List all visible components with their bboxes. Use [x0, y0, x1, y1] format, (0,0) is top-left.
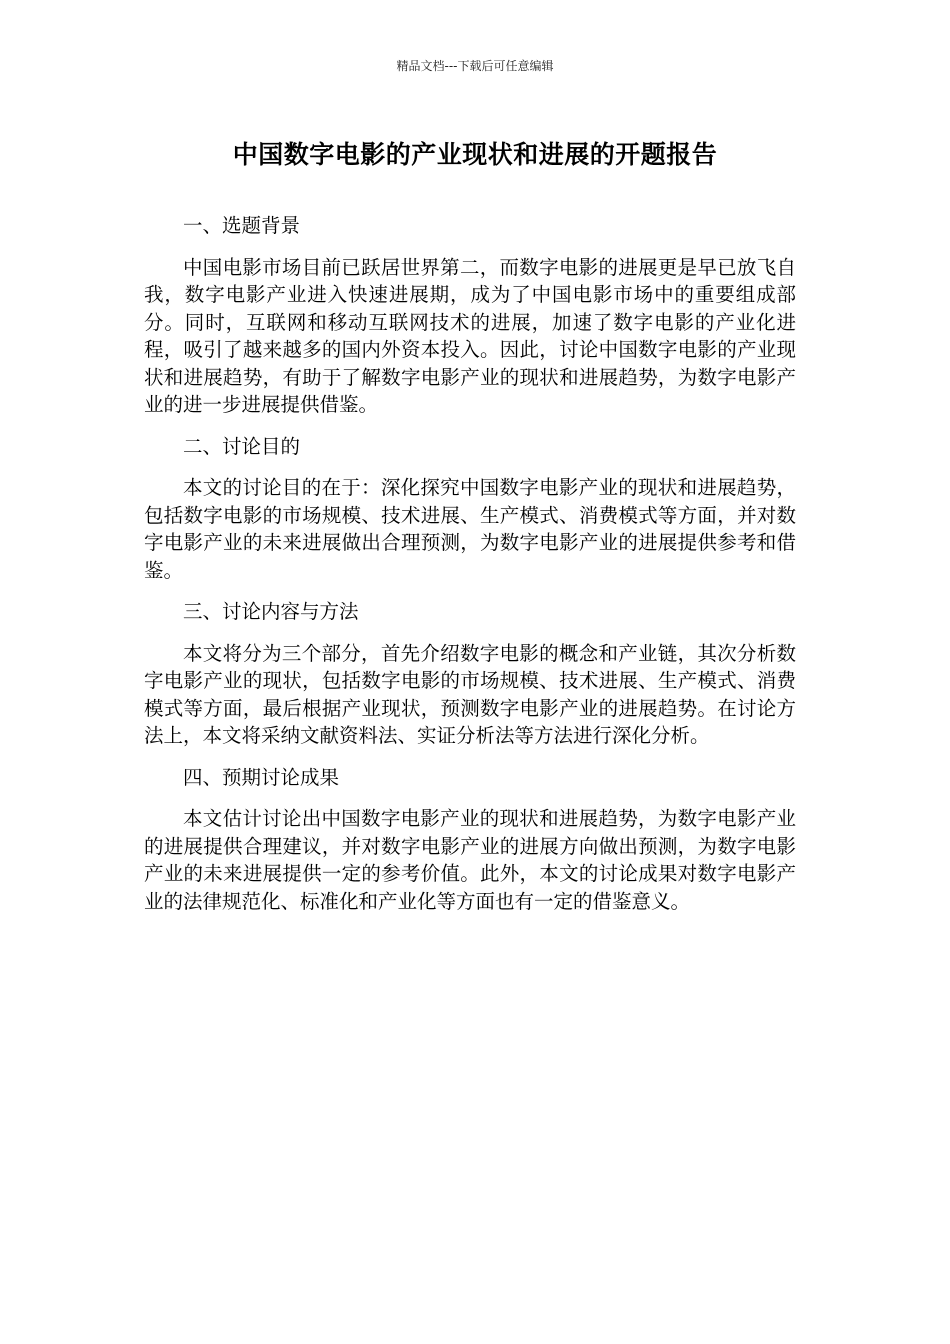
section-heading-background: 一、选题背景 [183, 214, 301, 237]
document-title: 中国数字电影的产业现状和进展的开题报告 [232, 140, 718, 169]
section-paragraph-content-method: 本文将分为三个部分，首先介绍数字电影的概念和产业链，其次分析数字电影产业的现状，包括数字电影的市场规模、技术进展、生产模式、消费模式等方面，最后根据产业现状，预测数字电影产业的进展趋势。在讨论方法上，本文将采纳文献资料法、实证分析法等方法进行深化分析。 [144, 641, 796, 747]
page-header: 精品文档---下载后可任意编辑 [396, 59, 554, 73]
document-body [144, 212, 796, 929]
section-heading-expected-results: 四、预期讨论成果 [183, 765, 340, 789]
section-paragraph-expected-results: 本文估计讨论出中国数字电影产业的现状和进展趋势，为数字电影产业的进展提供合理建议，并对数字电影产业的进展方向做出预测，为数字电影产业的未来进展提供一定的参考价值。此外，本文的讨论成果对数字电影产业的法律规范化、标准化和产业化等方面也有一定的借鉴意义。 [144, 807, 796, 913]
section-heading-purpose: 二、讨论目的 [183, 434, 301, 458]
section-paragraph-background: 中国电影市场目前已跃居世界第二，而数字电影的进展更是早已放飞自我，数字电影产业进入快速进展期，成为了中国电影市场中的重要组成部分。同时，互联网和移动互联网技术的进展，加速了数字电影的产业化进程，吸引了越来越多的国内外资本投入。因此，讨论中国数字电影的产业现状和进展趋势，有助于了解数字电影产业的现状和进展趋势，为数字电影产业的进一步进展提供借鉴。 [144, 255, 796, 416]
section-heading-content-method: 三、讨论内容与方法 [183, 600, 359, 623]
section-paragraph-purpose: 本文的讨论目的在于：深化探究中国数字电影产业的现状和进展趋势，包括数字电影的市场规模、技术进展、生产模式、消费模式等方面，并对数字电影产业的未来进展做出合理预测，为数字电影产业的进展提供参考和借鉴。 [144, 476, 796, 582]
